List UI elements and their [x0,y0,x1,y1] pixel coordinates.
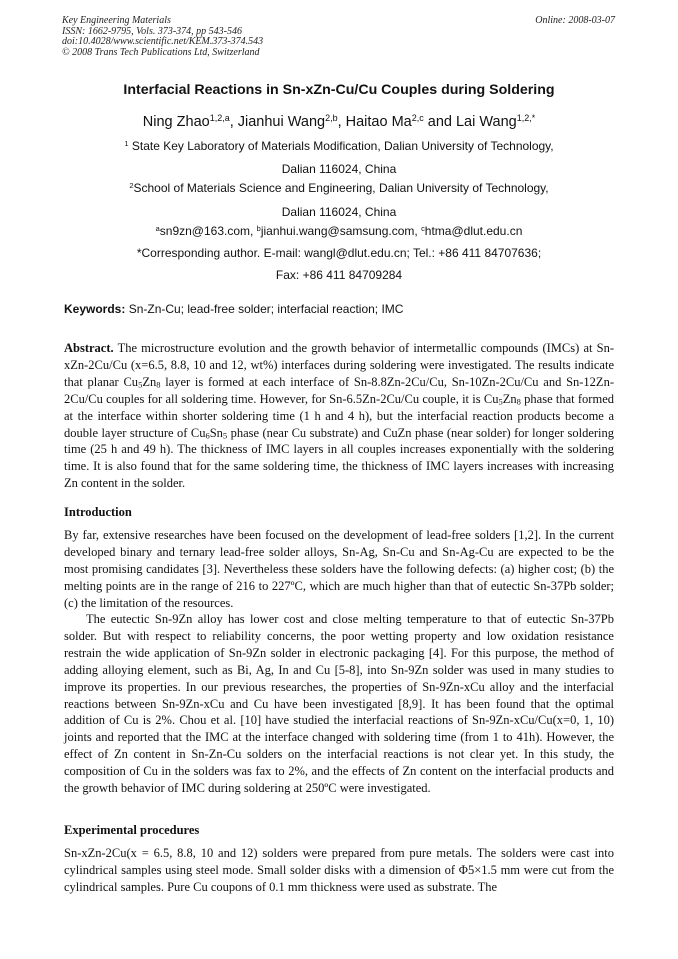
author-sup: 1,2,a [209,113,230,124]
copyright-line: © 2008 Trans Tech Publications Ltd, Switzerland [62,46,260,58]
email-a: sn9zn@163.com, [159,224,257,238]
email-mark: a [155,223,160,233]
affiliation-mark: 1 [124,138,129,148]
subscript: 8 [156,379,161,390]
issn-line: ISSN: 1662-9795, Vols. 373-374, pp 543-546 [62,25,242,37]
author-name: Jianhui Wang [237,114,326,130]
email-b: jianhui.wang@samsung.com, [260,224,422,238]
subscript: 5 [222,430,228,441]
corresponding-author: *Corresponding author. E-mail: wangl@dlut.edu.cn; Tel.: +86 411 84707636; [136,246,542,260]
affiliation-text: School of Materials Science and Engineering, Dalian University of Technology, [133,181,549,195]
abstract-paragraph [64,340,614,492]
affiliation-2-line-2: Dalian 116024, China [281,205,397,219]
experimental-heading: Experimental procedures [64,823,200,837]
introduction-paragraph-2: The eutectic Sn-9Zn alloy has lower cost and close melting temperature to that of eutectic Sn-37Pb solder. But with respect to reliability concerns, the poor wetting property and low oxidation resistance restrain the wide application of Sn-9Zn solder in electronic packaging [4]. For this purpose, the method of adding alloying element, such as Bi, Ag, In and Cu [5-8], into Sn-9Zn solder was used in many studies to improve its properties. In our previous researches, the properties of Sn-9Zn-xCu alloy and the interfacial reactions between Sn-9Zn-xCu and Cu have been investigated [8,9]. It has been found that the optimal addition of Cu is 2%. Chou et al. [10] have studied the interfacial reactions of Sn-9Zn-xCu/Cu(x=0, 1, 10) joints and reported that the IMC at the interface changed with soldering time (from 1 to 41h). However, the effect of Zn content in Sn-Zn-Cu solders on the interfacial reactions is not clear yet. In this study, the composition of Cu in the solders was fax to 2%, and the effects of Zn content on the interfacial products and the growth behavior of IMC during soldering at 250ºC were investigated. [64,612,614,796]
paper-title: Interfacial Reactions in Sn-xZn-Cu/Cu Couples during Soldering [123,82,555,98]
abstract-text: Sn [209,425,223,440]
email-c: htma@dlut.edu.cn [424,224,523,238]
abstract-text: layer is formed at each interface of Sn-8.8Zn-2Cu/Cu, Sn-10Zn-2Cu/Cu and Sn-12Zn-2Cu/Cu couples for all soldering time. However, for Sn-6.5Zn-2Cu/Cu couple, it is Cu [64,374,614,406]
affiliation-2-line-1 [40,181,638,195]
email-line [40,224,638,238]
subscript: 6 [205,430,210,441]
abstract-text: phase (near Cu substrate) and CuZn phase (near solder) for longer soldering time (25 h and 49 h). The thickness of IMC layers in all couples increases exponentially with the soldering time. It is also found that for the same soldering time, the thickness of IMC layers increases with increasing Zn content in the solder. [64,425,614,491]
abstract-text: phase that formed at the interface within shorter soldering time (1 h and 4 h), but the interfacial reaction products become a double layer structure of Cu [64,391,614,440]
author-sep: and [423,114,456,130]
subscript: 5 [498,396,503,407]
journal-name: Key Engineering Materials [62,15,171,26]
journal-header [62,16,615,58]
abstract-text: Zn [142,374,157,389]
doi-line: doi:10.4028/www.scientific.net/KEM.373-374.543 [62,36,264,47]
subscript: 8 [516,396,521,407]
author-name: Lai Wang [455,114,517,130]
author-sup: 1,2,* [516,113,536,124]
email-mark: c [421,223,425,233]
fax-line: Fax: +86 411 84709284 [275,268,403,282]
author-sep: , [337,114,346,130]
author-name: Ning Zhao [142,114,210,130]
affiliation-1-line-1 [40,139,638,153]
subscript: 5 [138,379,143,390]
author-list [40,114,638,130]
keywords-text: Sn-Zn-Cu; lead-free solder; interfacial reaction; IMC [125,302,404,316]
email-mark: b [256,223,261,233]
abstract-text: The microstructure evolution and the growth behavior of intermetallic compounds (IMCs) at Sn-xZn-2Cu/Cu (x=6.5, 8.8, 10 and 12, wt%) interfaces during soldering were investigated. The results indicate that planar Cu [64,341,614,389]
online-date: Online: 2008-03-07 [535,15,615,26]
author-sep: , [229,114,238,130]
keywords-label: Keywords: [64,302,126,316]
introduction-paragraph-1: By far, extensive researches have been focused on the development of lead-free solders [1,2]. In the current developed binary and ternary lead-free solder alloys, Sn-Ag, Sn-Cu and Sn-Ag-Cu are expected to be the most promising candidates [3]. Nevertheless these solders have the following defects: (a) higher cost; (b) the melting points are in the range of 216 to 227ºC, which are much higher than that of eutectic Sn-37Pb solder; (c) the limitation of the resources. [64,528,614,610]
affiliation-mark: 2 [129,180,134,190]
experimental-paragraph: Sn-xZn-2Cu(x = 6.5, 8.8, 10 and 12) solders were prepared from pure metals. The solders were cast into cylindrical samples using steel mode. Small solder disks with a dimension of Φ5×1.5 mm were cut from the cylindrical samples. Pure Cu coupons of 0.1 mm thickness were used as substrate. The [64,846,614,894]
keywords [64,302,403,316]
author-sup: 2,c [411,113,424,124]
affiliation-text: State Key Laboratory of Materials Modification, Dalian University of Technology, [131,139,554,153]
abstract-label: Abstract. [64,341,114,355]
abstract-text: Zn [502,391,517,406]
introduction-heading: Introduction [64,505,132,519]
author-sup: 2,b [325,113,338,124]
affiliation-1-line-2: Dalian 116024, China [281,162,397,176]
author-name: Haitao Ma [345,114,412,130]
